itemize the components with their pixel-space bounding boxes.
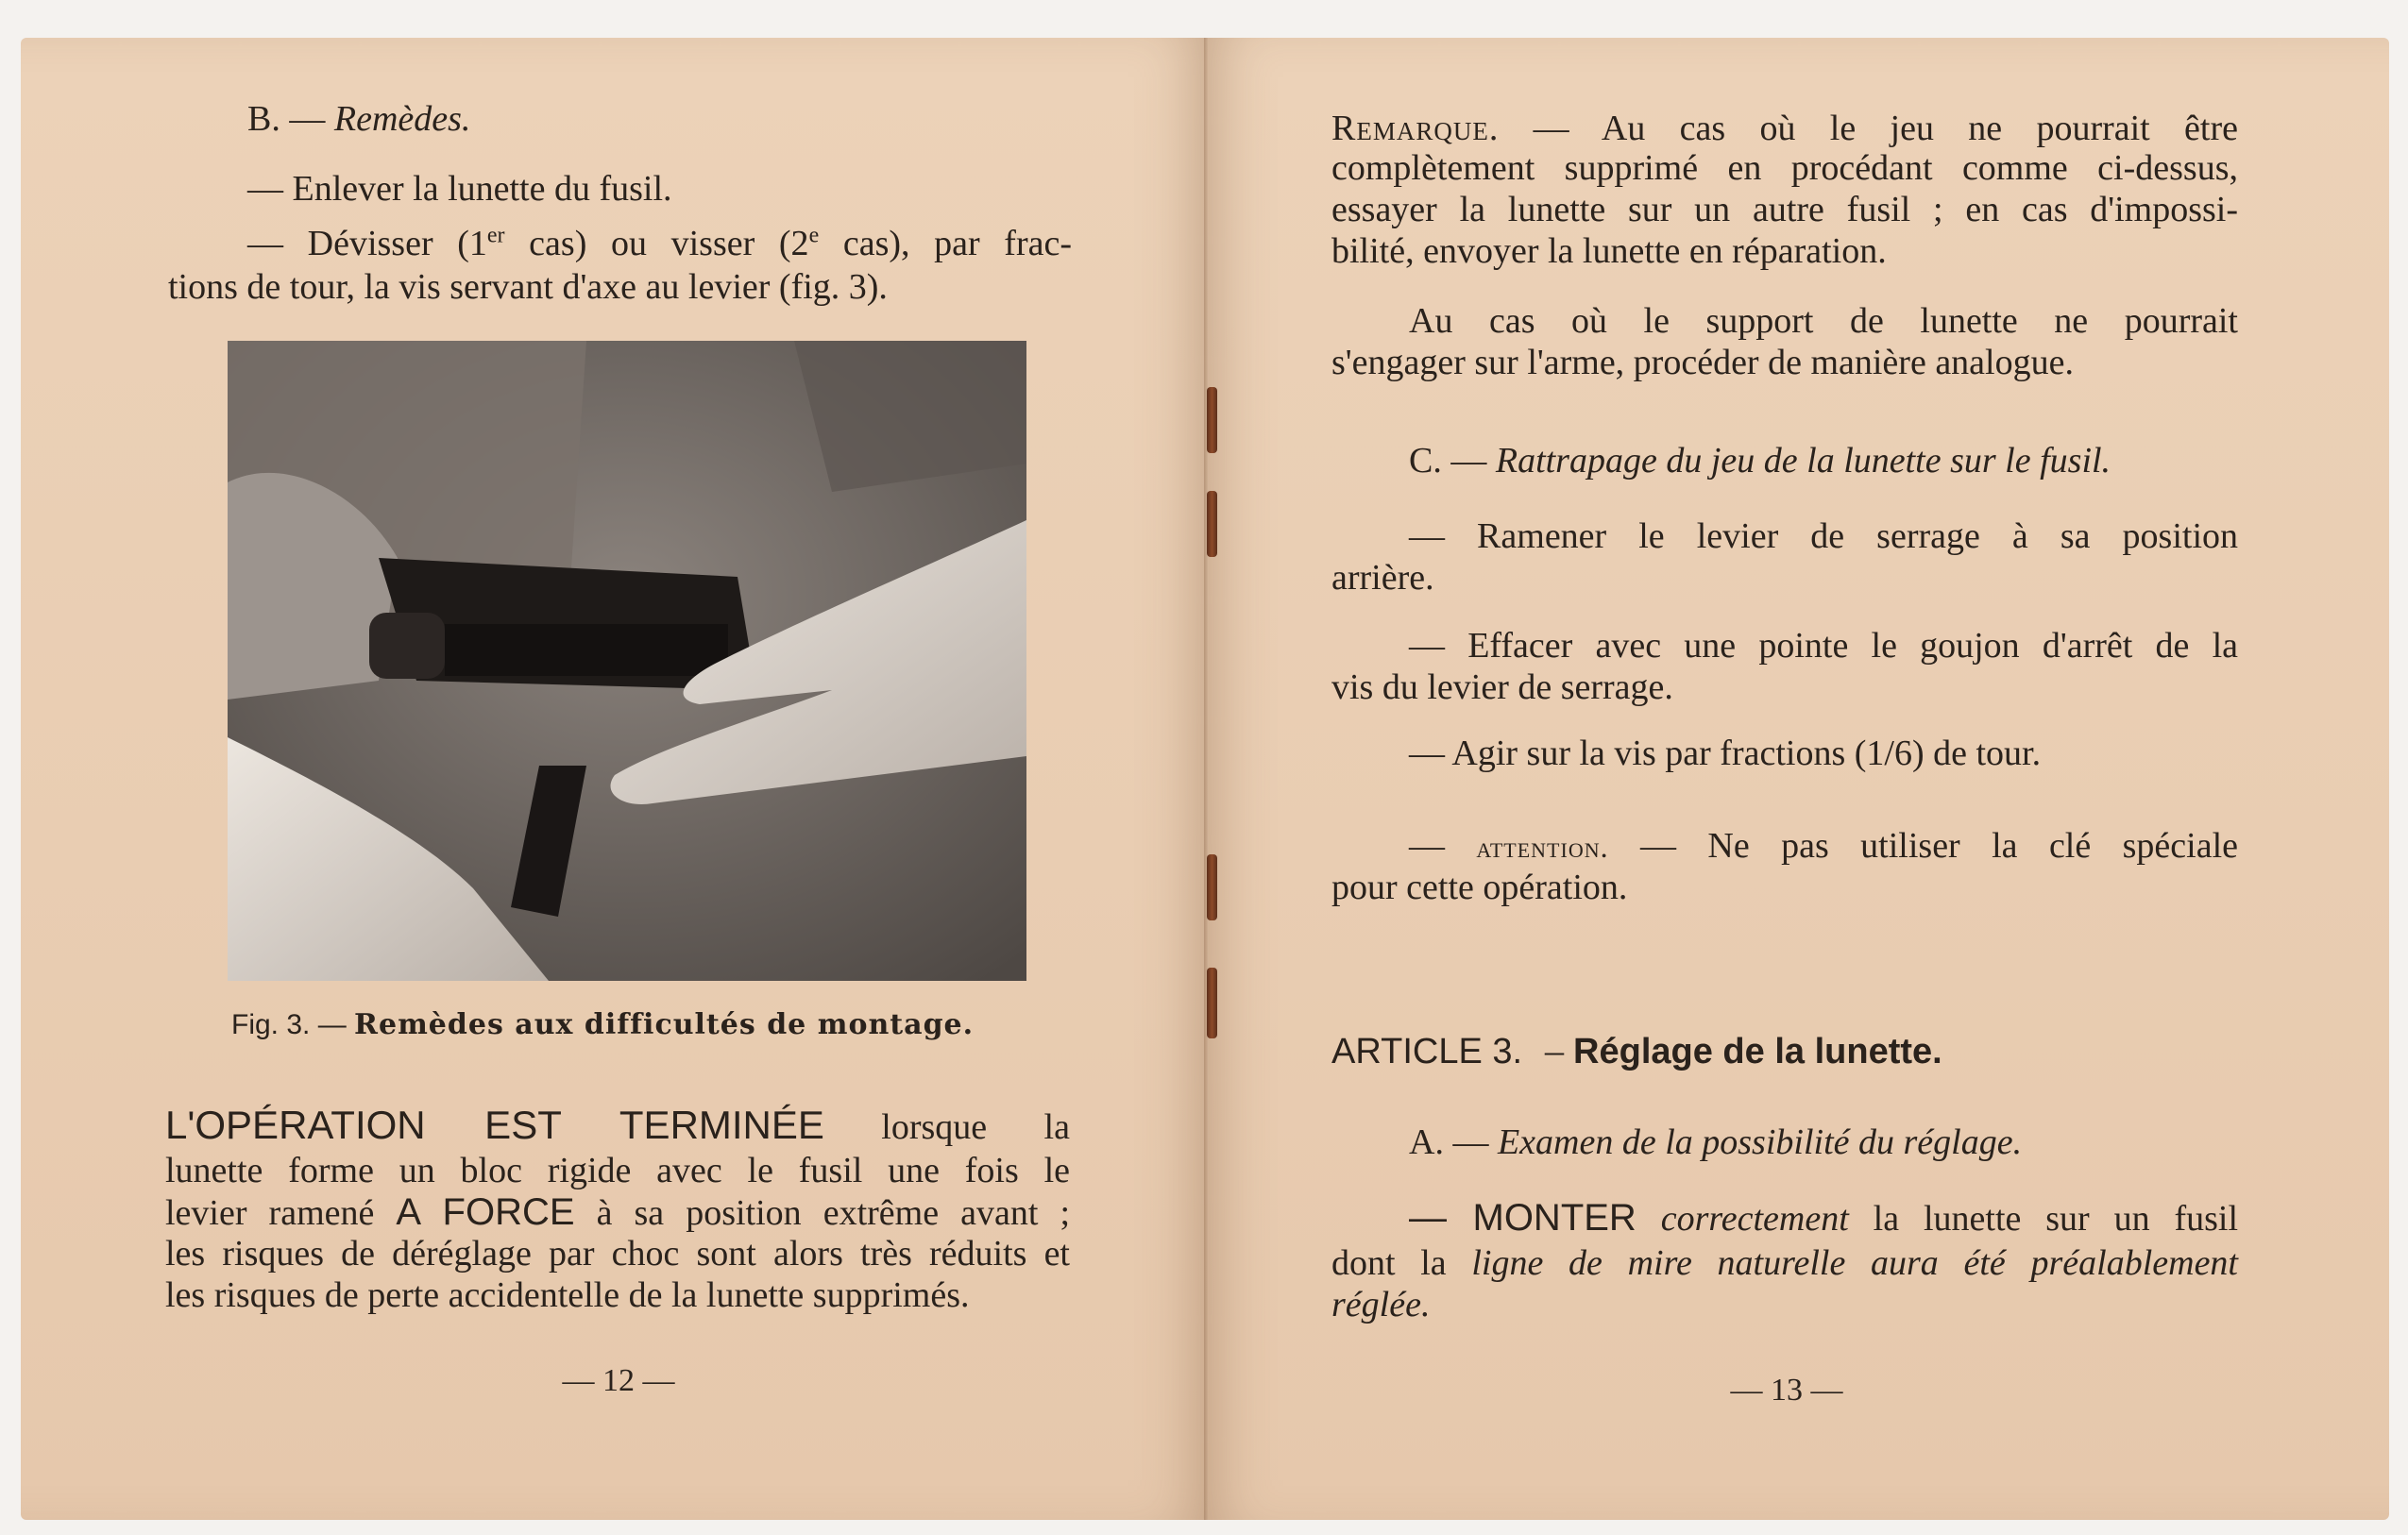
monter-line2: dont la ligne de mire naturelle aura été préalablement [1331,1243,2238,1283]
binding-staple [1207,491,1217,557]
section-a-heading [1409,1122,2022,1163]
conclusion-line3: levier ramené A FORCE à sa position extrême avant ; [165,1191,1071,1233]
section-label: B. — [247,99,326,139]
binding-staple [1207,387,1217,453]
page-number-right: — 13 — [1730,1373,1843,1408]
section-title: Examen de la possibilité du réglage. [1497,1122,2023,1162]
conclusion-line5: les risques de perte accidentelle de la lunette supprimés. [165,1275,970,1315]
section-label: A. — [1409,1122,1489,1162]
book-spine [1204,38,1208,1520]
section-c-heading [1409,440,2111,481]
remarque-line4: bilité, envoyer la lunette en réparation. [1331,231,1887,271]
remarque-line1: Remarque. — Au cas où le jeu ne pourrait être [1331,109,2238,148]
remarque-label: Remarque. [1331,109,1500,148]
figure-3-caption [231,1008,974,1042]
step-screw-line1: — Dévisser (1er cas) ou visser (2e cas), par frac- [247,223,1073,263]
caption-text: Remèdes aux difficultés de montage. [354,1008,975,1041]
section-label: C. — [1409,441,1487,481]
c-step1-line1: — Ramener le levier de serrage à sa position [1409,516,2238,556]
binding-staple [1207,854,1217,920]
c-step2-line1: — Effacer avec une pointe le goujon d'arrêt de la [1409,626,2238,666]
step-screw-line2: tions de tour, la vis servant d'axe au levier (fig. 3). [168,267,888,307]
section-title: Remèdes. [333,99,471,139]
c-step1-line2: arrière. [1331,558,1434,598]
c-step3: — Agir sur la vis par fractions (1/6) de tour. [1409,734,2042,773]
article-title: Réglage de la lunette. [1573,1032,1942,1071]
remarque-line3: essayer la lunette sur un autre fusil ; en cas d'impossi- [1331,190,2238,229]
article-label: ARTICLE 3. [1331,1032,1523,1071]
remarque-line2: complètement supprimé en procédant comme ci-dessus, [1331,148,2238,188]
step-remove-scope: — Enlever la lunette du fusil. [247,169,672,209]
monter-line3: réglée. [1331,1285,1431,1324]
rifle-scope-hands-photo [228,341,1026,981]
page-number-left: — 12 — [562,1363,675,1398]
support-line2: s'engager sur l'arme, procéder de manière analogue. [1331,343,2074,382]
conclusion-line4: les risques de déréglage par choc sont alors très réduits et [165,1234,1070,1274]
monter-line1: — MONTER correctement la lunette sur un fusil [1409,1197,2239,1239]
section-title: Rattrapage du jeu de la lunette sur le fusil. [1495,441,2111,481]
binding-staple [1207,968,1217,1038]
c-step2-line2: vis du levier de serrage. [1331,667,1673,707]
article-3-heading: ARTICLE 3. – Réglage de la lunette. [1331,1029,1942,1071]
attention-line2: pour cette opération. [1331,868,1628,907]
conclusion-line1: L'OPÉRATION EST TERMINÉE lorsque la [165,1103,1070,1147]
attention-line1: — attention. — Ne pas utiliser la clé spéciale [1409,826,2238,866]
support-line1: Au cas où le support de lunette ne pourrait [1409,301,2238,341]
figure-3-photo [228,341,1026,981]
attention-label: attention. [1476,830,1609,864]
caption-label: Fig. 3. — [231,1009,347,1040]
section-b-heading [247,98,470,140]
conclusion-line2: lunette forme un bloc rigide avec le fusil une fois le [165,1151,1070,1190]
